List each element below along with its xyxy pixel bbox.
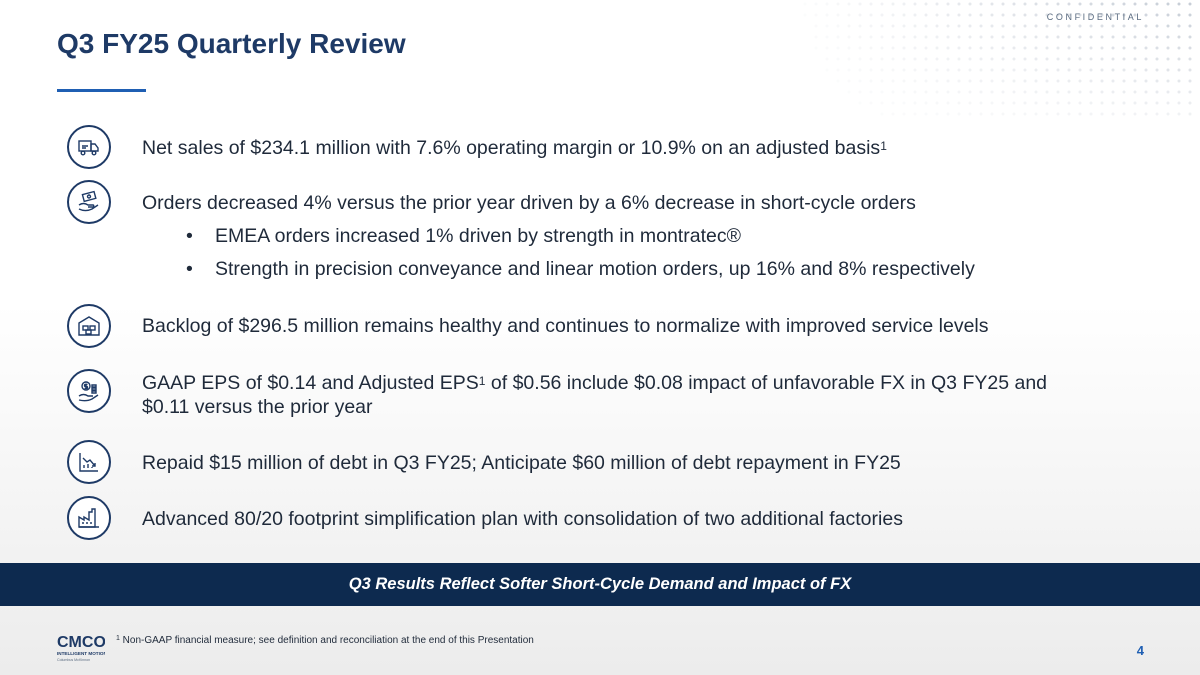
title-underline bbox=[57, 89, 146, 92]
company-logo bbox=[57, 632, 105, 662]
dot-pattern-decoration bbox=[0, 0, 1200, 140]
summary-banner bbox=[0, 563, 1200, 606]
item-net-sales: Net sales of $234.1 million with 7.6% operating margin or 10.9% on an adjusted basis$^1$ bbox=[142, 137, 887, 159]
item-orders: Orders decreased 4% versus the prior year driven by a 6% decrease in short-cycle orders bbox=[142, 192, 916, 214]
footnote-ref: 1 bbox=[880, 139, 887, 153]
page-number: 4 bbox=[1136, 643, 1144, 658]
page-title: Q3 FY25 Quarterly Review bbox=[57, 28, 406, 59]
confidential-label: CONFIDENTIAL bbox=[1046, 12, 1144, 22]
svg-text:INTELLIGENT MOTION: INTELLIGENT MOTION bbox=[57, 651, 105, 656]
svg-text:CMCO: CMCO bbox=[57, 634, 105, 651]
item-eps: GAAP EPS of $0.14 and Adjusted EPS$^1$ of $0.56 include $0.08 impact of unfavorable FX in Q3 FY25 and $0.11 versus the prior year bbox=[142, 372, 1048, 418]
footnote-ref: 1 bbox=[478, 374, 486, 388]
item-debt: Repaid $15 million of debt in Q3 FY25; Anticipate $60 million of debt repayment in FY25 bbox=[142, 452, 901, 474]
bullet-marker: • bbox=[186, 225, 193, 247]
warehouse-boxes-icon bbox=[67, 304, 111, 348]
bullet-marker: • bbox=[186, 258, 193, 280]
svg-text:Columbus McKinnon: Columbus McKinnon bbox=[57, 658, 91, 662]
item-backlog: Backlog of $296.5 million remains healthy and continues to normalize with improved service levels bbox=[142, 315, 989, 337]
truck-icon bbox=[67, 125, 111, 169]
factory-icon bbox=[67, 496, 111, 540]
money-hand-icon bbox=[67, 180, 111, 224]
sub-item-precision: Strength in precision conveyance and linear motion orders, up 16% and 8% respectively bbox=[215, 258, 975, 280]
dollar-coins-hand-icon bbox=[67, 369, 111, 413]
footnote: $^1$ Non-GAAP financial measure; see definition and reconciliation at the end of this Presentation bbox=[116, 635, 534, 646]
banner-text: Q3 Results Reflect Softer Short-Cycle Demand and Impact of FX bbox=[348, 575, 852, 593]
item-footprint: Advanced 80/20 footprint simplification plan with consolidation of two additional factories bbox=[142, 508, 903, 530]
sub-item-emea: EMEA orders increased 1% driven by strength in montratec® bbox=[215, 225, 741, 247]
declining-chart-icon bbox=[67, 440, 111, 484]
